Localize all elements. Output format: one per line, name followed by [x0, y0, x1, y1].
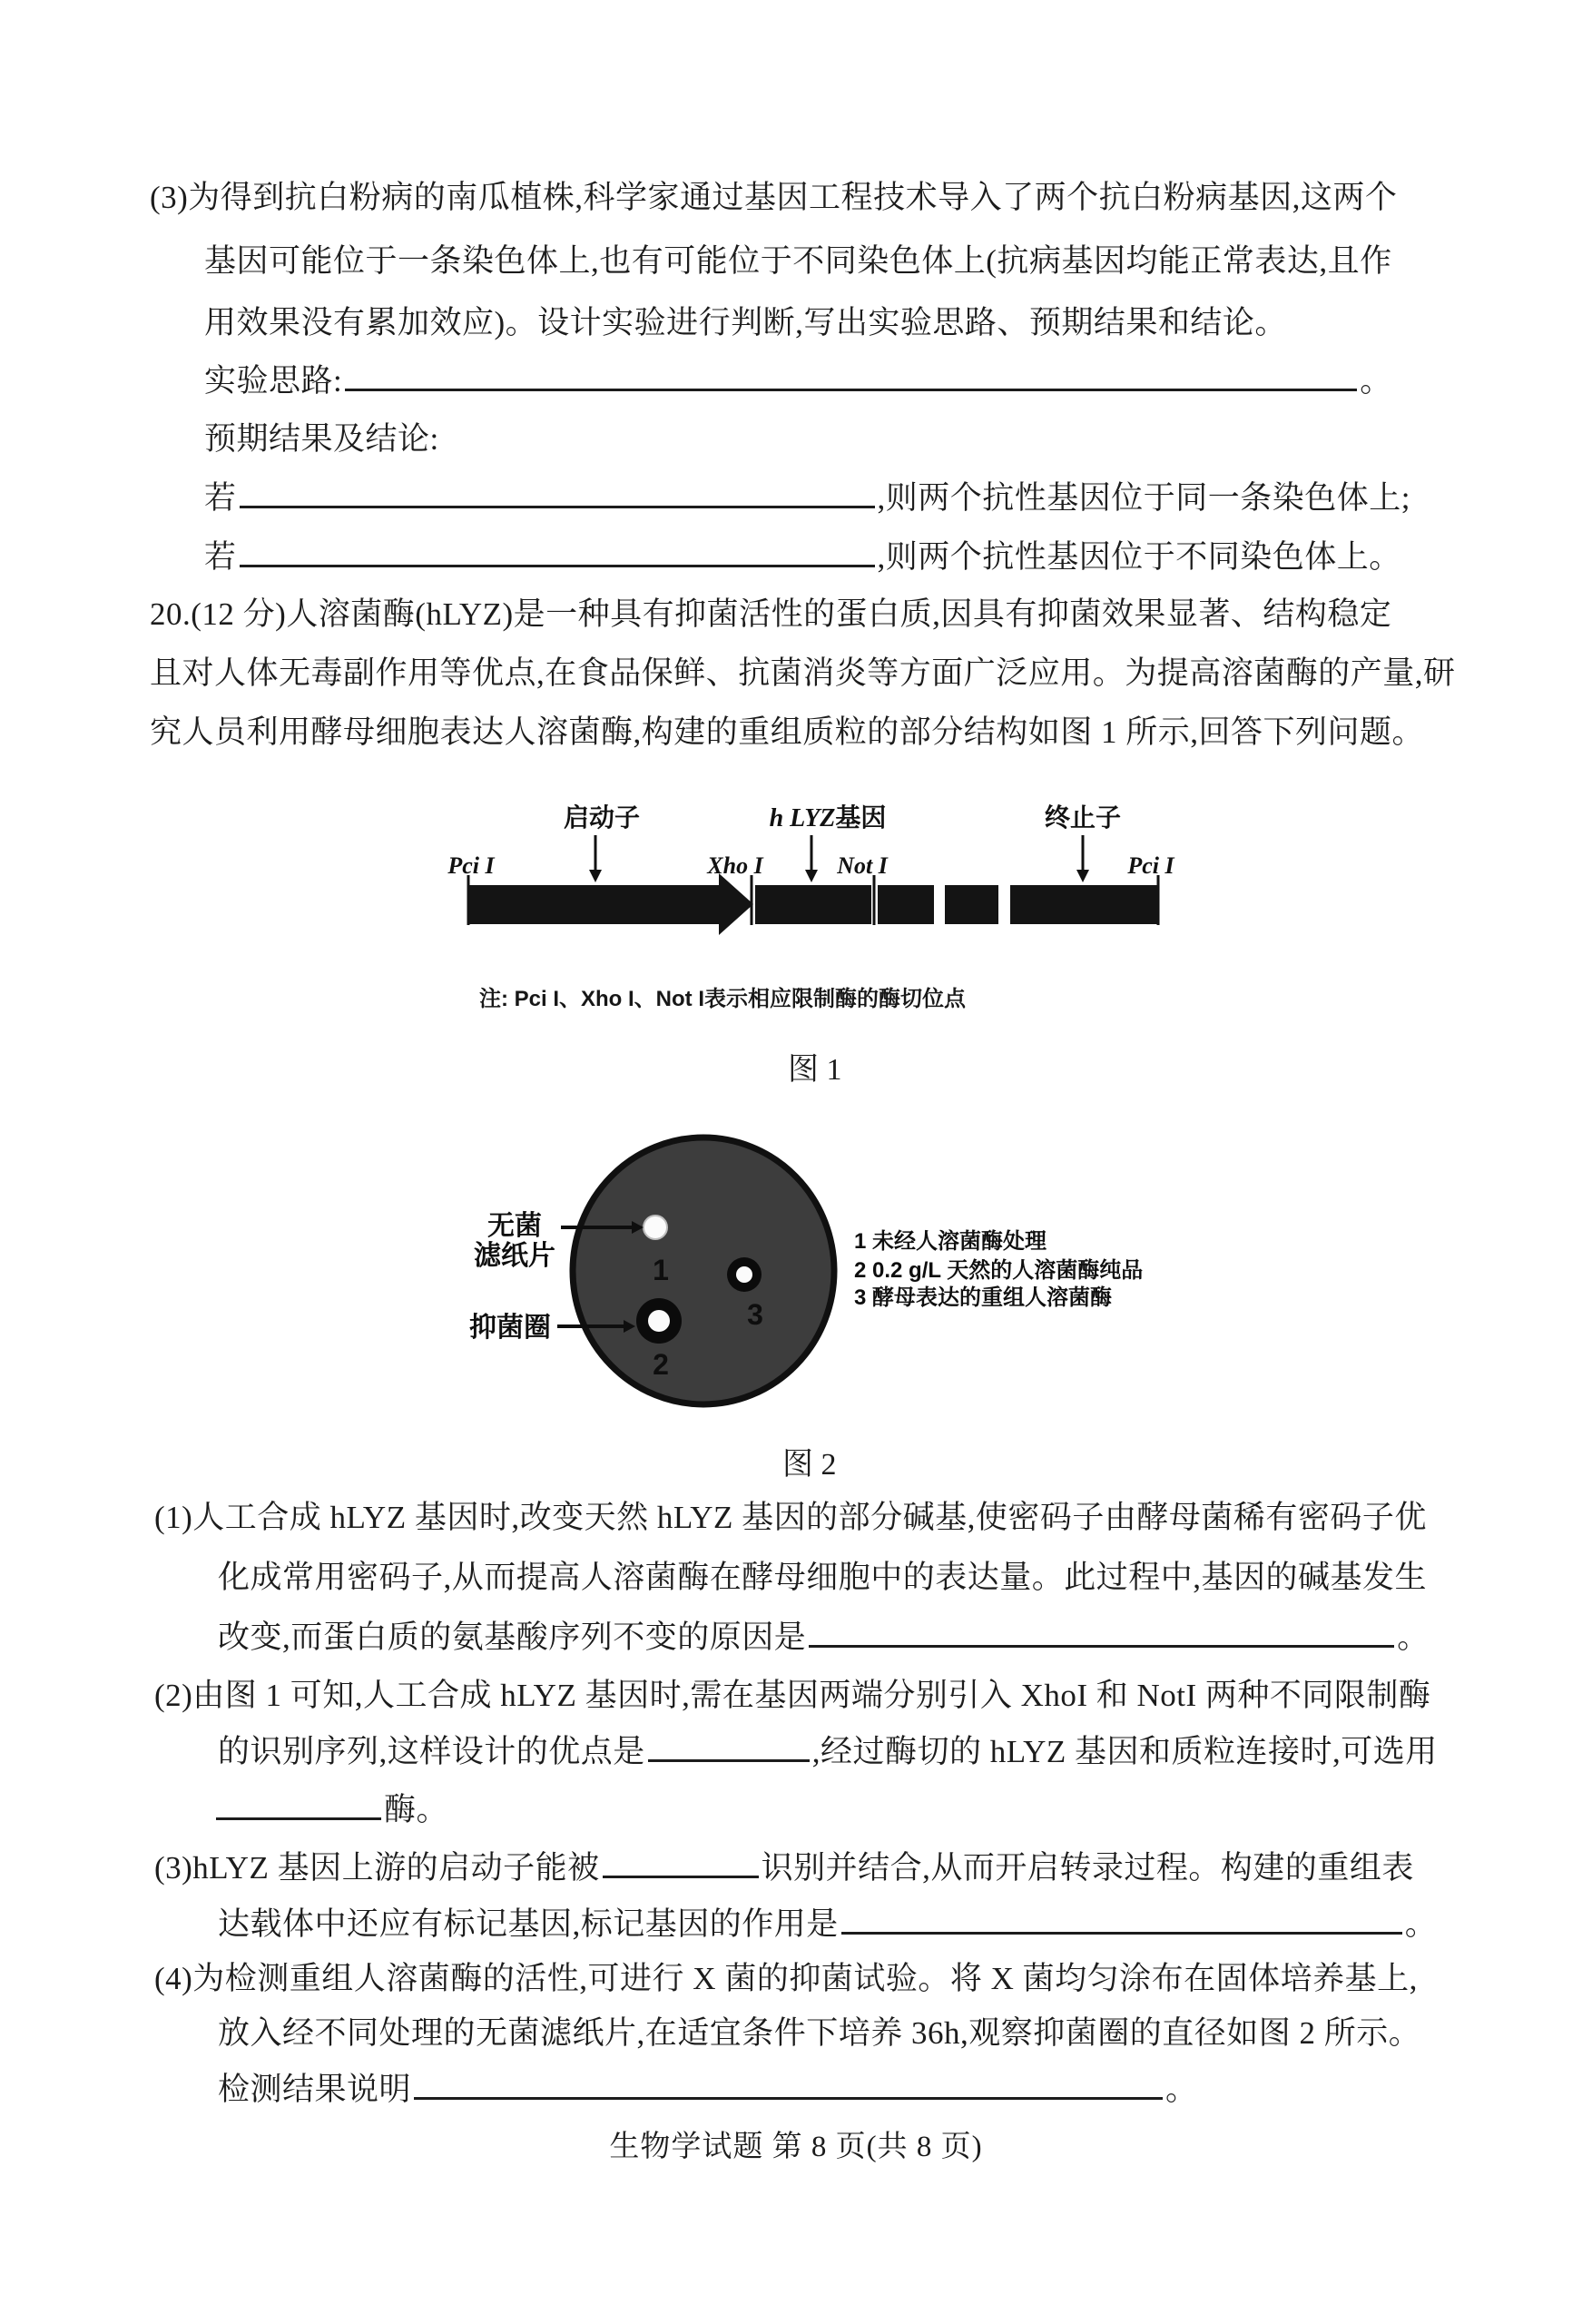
q20-stem-line1: 20.(12 分)人溶菌酶(hLYZ)是一种具有抑菌活性的蛋白质,因具有抑菌效果显著、结构稳定	[150, 596, 1392, 632]
figure1-note: 注: Pci I、Xho I、Not I表示相应限制酶的酶切位点	[479, 987, 967, 1011]
if1-suffix: ,则两个抗性基因位于同一条染色体上;	[877, 480, 1410, 516]
if2-suffix: ,则两个抗性基因位于不同染色体上。	[877, 539, 1401, 575]
filter-paper-label-line2: 滤纸片	[474, 1241, 555, 1271]
xho-site-label: Xho I	[707, 852, 763, 879]
q20-4-line1: (4)为检测重组人溶菌酶的活性,可进行 X 菌的抑菌试验。将 X 菌均匀涂布在固体培养基上,	[154, 1961, 1418, 1996]
q20-4-line3	[218, 2070, 1198, 2110]
petri-dish	[573, 1137, 834, 1404]
q20-1-line1: (1)人工合成 hLYZ 基因时,改变天然 hLYZ 基因的部分碱基,使密码子由酵母菌稀有密码子优	[154, 1500, 1427, 1535]
q20-3-line2	[218, 1905, 1437, 1945]
filter-paper-label-line1: 无菌	[487, 1211, 542, 1241]
inhibition-zone-label: 抑菌圈	[469, 1313, 551, 1343]
q20-stem-line2: 且对人体无毒副作用等优点,在食品保鲜、抗菌消炎等方面广泛应用。为提高溶菌酶的产量,研	[150, 655, 1456, 691]
promoter-bar-segment	[468, 885, 719, 924]
q20-2-line2	[218, 1732, 1438, 1772]
q19-3-think-line	[204, 361, 1392, 401]
period: 。	[1360, 363, 1392, 399]
answer-blank-if1	[240, 478, 875, 508]
terminator-bar-segment	[1010, 885, 1158, 924]
promoter-arrowhead	[719, 873, 753, 935]
q20-3-line2-prefix: 达载体中还应有标记基因,标记基因的作用是	[218, 1906, 839, 1942]
figure2-petri-dish-diagram	[454, 1126, 1171, 1427]
q20-stem-line3: 究人员利用酵母细胞表达人溶菌酶,构建的重组质粒的部分结构如图 1 所示,回答下列问题。	[150, 714, 1425, 750]
answer-blank-q20-1	[809, 1618, 1394, 1648]
q20-2-line2-suffix: ,经过酶切的 hLYZ 基因和质粒连接时,可选用	[811, 1734, 1438, 1769]
answer-blank-q20-4	[414, 2070, 1163, 2100]
hlyz-gene-segment	[755, 885, 871, 924]
bar-segment-b	[945, 885, 998, 924]
page-footer: 生物学试题 第 8 页(共 8 页)	[609, 2131, 983, 2163]
if2-prefix: 若	[204, 539, 237, 575]
q20-1-line2: 化成常用密码子,从而提高人溶菌酶在酵母细胞中的表达量。此过程中,基因的碱基发生	[218, 1560, 1428, 1595]
q20-1-line3-prefix: 改变,而蛋白质的氨基酸序列不变的原因是	[218, 1620, 807, 1655]
filter-disc-1	[644, 1216, 667, 1239]
q19-3-line3: 用效果没有累加效应)。设计实验进行判断,写出实验思路、预期结果和结论。	[204, 305, 1287, 340]
q19-3-expect-label: 预期结果及结论:	[204, 421, 439, 457]
disc-number-2: 2	[653, 1348, 669, 1381]
q20-4-line2: 放入经不同处理的无菌滤纸片,在适宜条件下培养 36h,观察抑菌圈的直径如图 2 所示。	[218, 2015, 1421, 2051]
legend-item-1: 1 未经人溶菌酶处理	[854, 1229, 1047, 1254]
disc-number-3: 3	[747, 1298, 763, 1331]
answer-blank-if2	[240, 537, 875, 567]
hlyz-gene-label-latin: h LYZ	[769, 804, 836, 832]
figure1-caption: 图 1	[788, 1053, 842, 1087]
pci-site-left-label: Pci I	[447, 852, 495, 879]
q20-2-line1: (2)由图 1 可知,人工合成 hLYZ 基因时,需在基因两端分别引入 XhoI 和 NotI 两种不同限制酶	[154, 1678, 1431, 1713]
hlyz-gene-label	[770, 803, 887, 832]
q20-2-line3	[213, 1790, 448, 1830]
promoter-pointer-arrow	[589, 835, 602, 882]
q20-3-line1	[154, 1848, 1414, 1888]
terminator-pointer-arrow	[1076, 835, 1089, 882]
period: 。	[1165, 2072, 1198, 2107]
figure1-plasmid-diagram	[427, 797, 1180, 951]
disc-number-1: 1	[653, 1254, 669, 1286]
answer-blank-think	[345, 361, 1357, 391]
answer-blank-q20-3b	[841, 1905, 1402, 1935]
not-site-label: Not I	[837, 852, 888, 879]
terminator-label: 终止子	[1044, 803, 1122, 832]
q20-2-line2-prefix: 的识别序列,这样设计的优点是	[218, 1734, 645, 1769]
pci-site-right-label: Pci I	[1127, 852, 1174, 879]
if1-prefix: 若	[204, 480, 237, 516]
think-label: 实验思路:	[204, 363, 343, 399]
q20-3-line1-prefix: (3)hLYZ 基因上游的启动子能被	[154, 1850, 600, 1886]
legend-item-2: 2 0.2 g/L 天然的人溶菌酶纯品	[854, 1258, 1144, 1283]
q19-3-line2: 基因可能位于一条染色体上,也有可能位于不同染色体上(抗病基因均能正常表达,且作	[204, 243, 1392, 279]
q19-3-if1-line	[204, 478, 1410, 518]
answer-blank-q20-3a	[603, 1848, 759, 1878]
q19-3-if2-line	[204, 537, 1401, 577]
bar-segment-a	[878, 885, 934, 924]
q19-3-line1: (3)为得到抗白粉病的南瓜植株,科学家通过基因工程技术导入了两个抗白粉病基因,这两个	[150, 180, 1398, 215]
promoter-label: 启动子	[563, 803, 641, 832]
answer-blank-q20-2a	[648, 1732, 810, 1762]
legend-item-3: 3 酵母表达的重组人溶菌酶	[854, 1285, 1113, 1310]
figure2-caption: 图 2	[782, 1448, 837, 1482]
q20-1-line3	[218, 1618, 1430, 1658]
filter-disc-2	[648, 1310, 670, 1332]
q20-2-line3-suffix: 酶。	[384, 1792, 449, 1827]
gene-pointer-arrow	[805, 835, 818, 882]
q20-4-line3-prefix: 检测结果说明	[218, 2072, 412, 2107]
q20-3-line1-suffix: 识别并结合,从而开启转录过程。构建的重组表	[761, 1850, 1414, 1886]
hlyz-gene-label-cjk: 基因	[835, 803, 887, 832]
period: 。	[1404, 1906, 1438, 1942]
period: 。	[1397, 1620, 1430, 1655]
filter-disc-3	[736, 1266, 752, 1283]
answer-blank-q20-2b	[216, 1790, 381, 1820]
